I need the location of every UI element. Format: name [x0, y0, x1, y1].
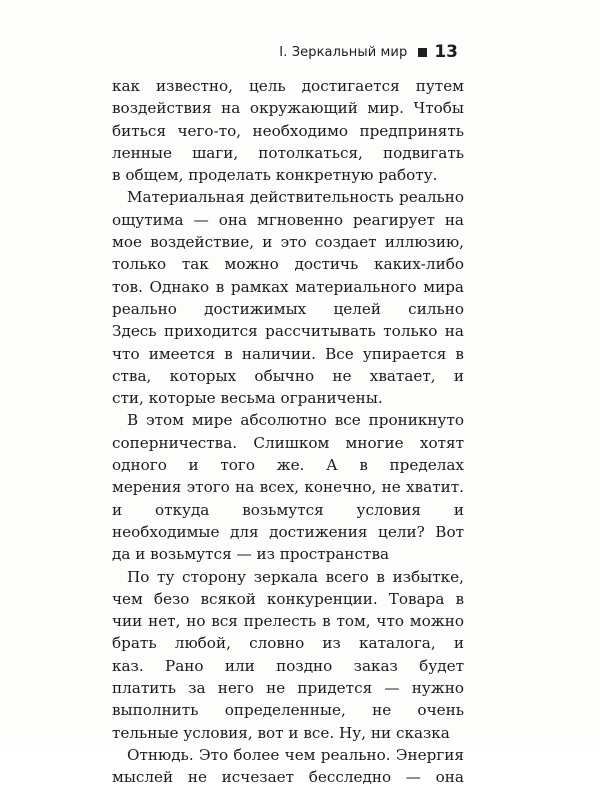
text-line: тов. Однако в рамках материального мира	[112, 277, 464, 296]
text-line: мыслей не исчезает бесследно — она	[112, 768, 464, 787]
text-line: сти, которые весьма ограничены.	[112, 389, 383, 408]
paragraph-first-line: По ту сторону зеркала всего в избытке,	[127, 567, 464, 586]
section-title: I. Зеркальный мир	[279, 44, 408, 60]
text-line: реально достижимых целей сильно	[112, 299, 464, 318]
text-line: мое воздействие, и это создает иллюзию,	[112, 233, 464, 252]
text-line: ства, которых обычно не хватает, и	[112, 366, 464, 385]
page-number: 13	[434, 42, 458, 62]
text-line: выполнить определенные, не очень	[112, 701, 464, 720]
text-line: и откуда возьмутся условия и	[112, 500, 464, 519]
text-line: тельные условия, вот и все. Ну, ни сказка	[112, 723, 450, 742]
body-text	[112, 75, 464, 789]
text-line: ленные шаги, потолкаться, подвигать	[112, 143, 464, 162]
text-line: воздействия на окружающий мир. Чтобы	[112, 99, 464, 118]
text-line: брать любой, словно из каталога, и	[112, 634, 464, 653]
text-line: чем безо всякой конкуренции. Товара в	[112, 589, 464, 608]
text-line: мерения этого на всех, конечно, не хватит.	[112, 478, 464, 497]
square-bullet-icon	[418, 48, 427, 57]
text-line: как известно, цель достигается путем	[112, 77, 464, 95]
running-header	[279, 40, 458, 64]
text-line: одного и того же. А в пределах	[112, 456, 464, 475]
text-line: да и возьмутся — из пространства	[112, 545, 390, 564]
text-line: что имеется в наличии. Все упирается в	[112, 344, 464, 363]
text-line: платить за него не придется — нужно	[112, 679, 464, 698]
text-line: в общем, проделать конкретную работу.	[112, 166, 438, 185]
text-line: каз. Рано или поздно заказ будет	[112, 656, 464, 675]
paragraph-first-line: Отнюдь. Это более чем реально. Энергия	[127, 745, 464, 764]
text-line: только так можно достичь каких-либо	[112, 255, 464, 274]
text-line: соперничества. Слишком многие хотят	[112, 433, 464, 452]
text-line: чии нет, но вся прелесть в том, что можно	[112, 612, 464, 631]
text-line: Здесь приходится рассчитывать только на	[112, 322, 464, 341]
paragraph-first-line: В этом мире абсолютно все проникнуто	[127, 411, 464, 430]
text-line: необходимые для достижения цели? Вот	[112, 522, 464, 541]
text-line: ощутима — она мгновенно реагирует на	[112, 210, 464, 229]
text-line: биться чего-то, необходимо предпринять	[112, 121, 464, 140]
paragraph-first-line: Материальная действительность реально	[127, 188, 464, 207]
